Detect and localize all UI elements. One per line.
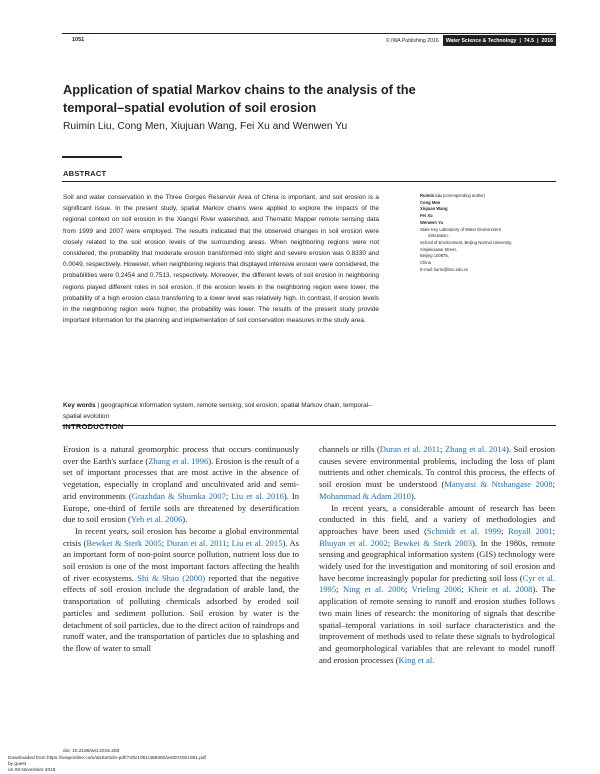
body-text: ;	[552, 479, 555, 490]
download-line-3: on 08 November 2018	[8, 768, 56, 773]
affil-line-6: China	[420, 260, 431, 266]
body-text: ).	[410, 490, 416, 501]
author-1: Ruimin Liu	[420, 193, 442, 198]
citation-link[interactable]: Zhang et al. 1996	[148, 455, 209, 466]
journal-header	[386, 35, 556, 46]
body-text: reported that the negative effects of soil erosion include the degradation of arable land, the transportation of polluting chemicals adsorbed by eroded soil particles and sediment pollution. Soil erosion by water is the detachment of soil particles, due to the direct action of raindrops and runoff water, and the transportation of particles due to splashing and the flow of water to small	[63, 572, 300, 653]
body-text: ;	[404, 584, 412, 595]
journal-name: Water Science & Technology	[445, 37, 517, 44]
citation-link[interactable]: Cyr et al. 1995	[319, 572, 555, 595]
citation-link[interactable]: Bewket & Sterk 2005	[86, 537, 162, 548]
citation-link[interactable]: Ning et al. 2006	[342, 584, 405, 595]
citation-link[interactable]: Yeh et al. 2006	[130, 514, 183, 525]
intro-paragraph	[319, 444, 555, 503]
title-line-1: Application of spatial Markov chains to the analysis of the	[63, 82, 416, 97]
affil-line-3: School of Environment, Beijing Normal University,	[420, 239, 513, 245]
affil-line-1: State Key Laboratory of Water Environment	[420, 226, 501, 232]
body-text: ). As an important form of non-point source pollution, nutrient loss due to soil erosion is one of the most important factors affecting the health of river ecosystems.	[63, 537, 299, 583]
body-text: ).	[182, 514, 188, 525]
body-text: In recent years, a considerable amount of research has been conducted in this field, and a variety of methodologies and approaches have been used (	[319, 502, 555, 536]
doi[interactable]: doi: 10.2166/wst.2016.283	[63, 749, 120, 754]
keywords-value: geographical information system, remote sensing, soil erosion, spatial Markov chain, temporal–spatial evolution	[63, 402, 372, 421]
affiliation-block	[420, 193, 560, 273]
page-number: 1051	[72, 37, 85, 43]
corresponding-note: (corresponding author)	[442, 193, 486, 198]
abstract-divider	[62, 181, 556, 182]
body-text: ). In the 1980s, remote sensing and geographical information system (GIS) technology were widely used for the investigation and monitoring of soil erosion and have become increasingly popular for predicting soil loss (	[319, 537, 555, 583]
intro-column-left	[63, 444, 299, 655]
body-text: ;	[440, 444, 445, 454]
body-text: In recent years, soil erosion has become a global environmental crisis (	[63, 525, 299, 548]
affil-line-2: Simulation,	[428, 233, 449, 239]
citation-link[interactable]: Royall 2001	[508, 525, 553, 536]
body-text: ;	[552, 525, 555, 536]
body-text: channels or rills (	[319, 444, 380, 454]
body-text: ;	[461, 584, 469, 595]
intro-column-right	[319, 444, 555, 666]
body-text: ;	[161, 537, 167, 548]
journal-year: 2016	[541, 37, 553, 44]
body-text: ;	[225, 490, 232, 501]
title-line-2: temporal–spatial evolution of soil erosion	[63, 100, 317, 115]
keywords-label: Key words	[63, 402, 96, 409]
intro-paragraph	[63, 526, 299, 655]
download-notice	[8, 756, 206, 774]
publisher-label: © IWA Publishing 2016	[385, 37, 439, 44]
journal-volume: 74.5	[523, 37, 534, 44]
citation-link[interactable]: Grazhdan & Shumka 2007	[131, 490, 226, 501]
citation-link[interactable]: Manyatsi & Ntshangase 2008	[444, 479, 553, 490]
introduction-heading: INTRODUCTION	[63, 422, 124, 431]
citation-link[interactable]: Duran et al. 2011	[379, 444, 441, 454]
download-line-2: by guest	[8, 762, 27, 767]
body-text: ). Soil erosion causes severe environmental problems, including the loss of plant nutrients and other chemicals. To control this process, the effects of soil erosion must be understood (	[319, 444, 555, 490]
citation-link[interactable]: Liu et al. 2016	[231, 490, 284, 501]
body-text: ). Erosion is the result of a set of important processes that are most active in the absence of vegetation, especially in cropland and uncultivated arid and semi-arid environments (	[63, 455, 299, 501]
affil-email[interactable]: E-mail: liurm@bnu.edu.cn	[420, 266, 469, 272]
body-text: ;	[336, 584, 343, 595]
citation-link[interactable]: Bhuyan et al. 2002	[319, 537, 388, 548]
body-text: ;	[501, 525, 509, 536]
header-rule	[62, 33, 556, 34]
body-text: ;	[387, 537, 394, 548]
abstract-heading: ABSTRACT	[63, 169, 107, 178]
abstract-rule	[62, 156, 122, 158]
citation-link[interactable]: Schmidt et al. 1999	[426, 525, 501, 536]
intro-paragraph	[63, 444, 299, 526]
body-text: ;	[226, 537, 232, 548]
author-2: Cong Men	[420, 199, 441, 205]
citation-link[interactable]: Kheir et al. 2008	[468, 584, 533, 595]
citation-link[interactable]: Mohammad & Adam 2010	[319, 490, 411, 501]
download-line-1[interactable]: Downloaded from https://iwaponline.com/wst/article-pdf/74/5/1051/458380/wst074051051.pdf	[8, 756, 206, 761]
citation-link[interactable]: King et al.	[398, 654, 435, 665]
intro-paragraph	[319, 503, 555, 667]
affil-line-4: Xinjiekouwai Street,	[420, 246, 457, 252]
intro-divider	[62, 425, 556, 426]
affil-line-5: Beijing 100875,	[420, 253, 449, 259]
article-title	[63, 81, 533, 117]
author-3: Xiujuan Wang	[420, 206, 448, 212]
citation-link[interactable]: Duran et al. 2011	[166, 537, 227, 548]
journal-bar: Water Science & Technology | 74.5 | 2016	[443, 35, 556, 46]
citation-link[interactable]: Vrieling 2006	[411, 584, 462, 595]
author-list: Ruimin Liu, Cong Men, Xiujuan Wang, Fei Xu and Wenwen Yu	[63, 121, 348, 132]
keywords: Key words | geographical information system, remote sensing, soil erosion, spatial Markov chain, temporal–spatial evolution	[63, 402, 372, 421]
citation-link[interactable]: Shi & Shao (2000)	[137, 572, 206, 583]
author-4: Fei Xu	[420, 213, 433, 219]
author-5: Wenwen Yu	[420, 219, 444, 225]
body-text: Erosion is a natural geomorphic process that occurs continuously over the Earth's surface (	[63, 444, 299, 466]
abstract-text: Soil and water conservation in the Three Gorges Reservoir Area of China is important, and soil erosion is a significant issue. In the present study, spatial Markov chains were applied to explore the impacts of the regional context on soil erosion in the Xiangxi River watershed, and Thematic Mapper remote sensing data from 1999 and 2007 were employed. The results indicated that the observed changes in soil erosion were closely related to the soil erosion levels of the surrounding areas. When neighboring regions were not considered, the probability that moderate erosion transformed into slight and severe erosion was 0.8330 and 0.0049, respectively. However, when neighboring regions that displayed intensive erosion were considered, the probabilities were 0.2454 and 0.7513, respectively. Moreover, the different levels of soil erosion in neighboring regions played different roles in soil erosion. If the erosion levels in the neighboring region were lower, the probability of a high erosion class transferring to a lower level was relatively high. In contrast, if erosion levels in the neighboring region were higher, the probability was lower. The results of the present study provide important information for the planning and implementation of soil conservation measures in the study area.	[63, 194, 379, 325]
body-text: ). The application of remote sensing to runoff and erosion studies follows two main lines of research: the monitoring of signals that describe spatial–temporal variations in soil surface characteristics and the improvement of methods used to relate these signals to hydrological and geomorphological variables that are relevant to model runoff and erosion processes (	[319, 584, 556, 665]
citation-link[interactable]: Bewket & Sterk 2003	[393, 537, 473, 548]
citation-link[interactable]: Liu et al. 2015	[231, 537, 283, 548]
citation-link[interactable]: Zhang et al. 2014	[444, 444, 506, 454]
body-text: ). In Europe, one-third of fertile soils are threatened by desertification due to soil erosion (	[63, 490, 299, 525]
